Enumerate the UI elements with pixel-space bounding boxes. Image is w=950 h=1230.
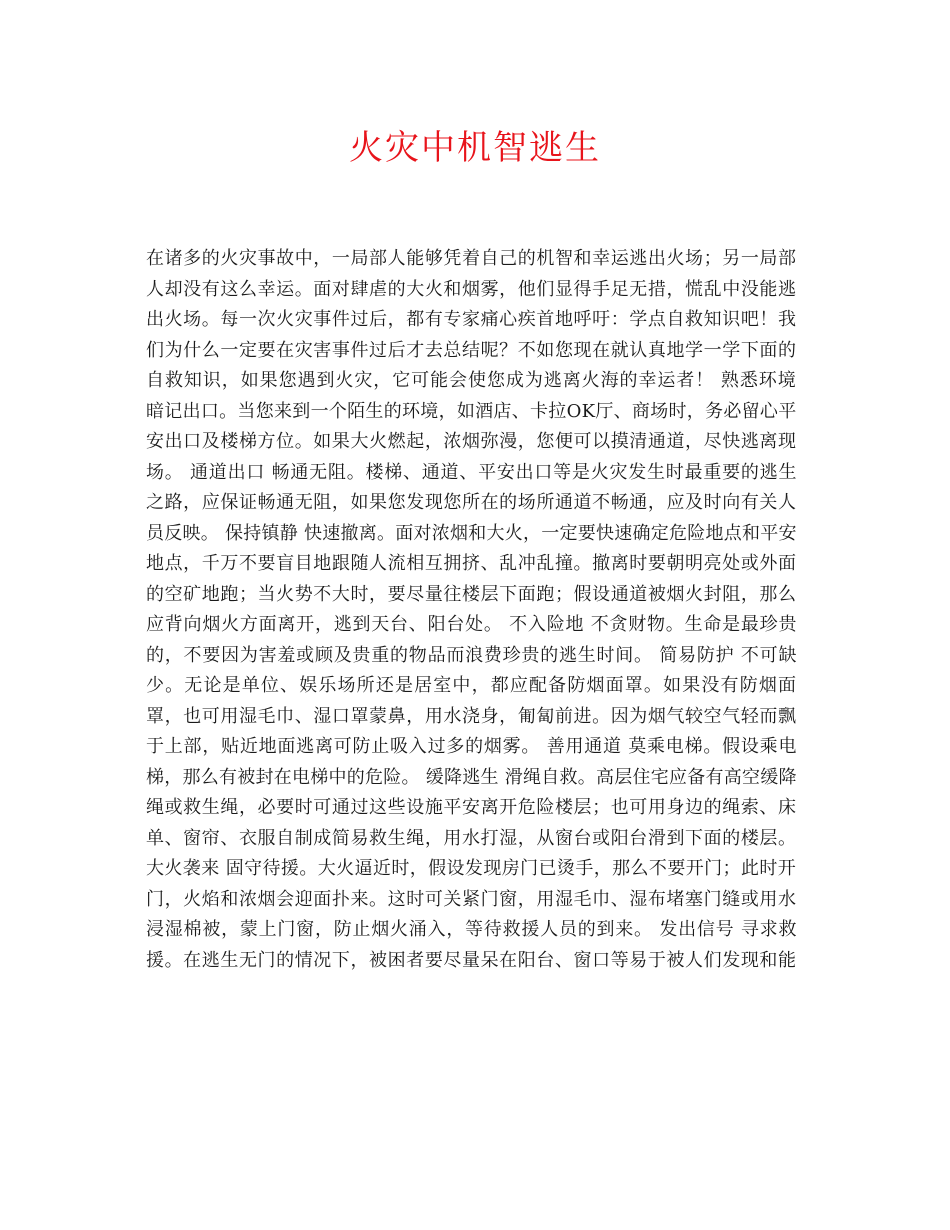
document-page: 火灾中机智逃生 在诸多的火灾事故中，一局部人能够凭着自己的机智和幸运逃出火场；另一局部 人却没有这么幸运。面对肆虐的大火和烟雾，他们显得手足无措，慌乱中没能逃 出火场。每一次火灾事件过后，都有专家痛心疾首地呼吁：学点自救知识吧！我 们为什么一定要在灾害事件过后才去总结呢？不如您现在就认真地学一学下面的 自救知识，如果您遇到火灾，它可能会使您成为逃离火海的幸运者！ 熟悉环境 暗记出口。当您来到一个陌生的环境，如酒店、卡拉OK厅、商场时，务必留心平 安出口及楼梯方位。如果大火燃起，浓烟弥漫，您便可以摸清通道，尽快逃离现 场。 通道出口 畅通无阻。楼梯、通道、平安出口等是火灾发生时最重要的逃生 之路，应保证畅通无阻，如果您发现您所在的场所通道不畅通，应及时向有关人 员反映。 保持镇静 快速撤离。面对浓烟和大火，一定要快速确定危险地点和平安 地点，千万不要盲目地跟随人流相互拥挤、乱冲乱撞。撤离时要朝明亮处或外面 的空矿地跑；当火势不大时，要尽量往楼层下面跑；假设通道被烟火封阻，那么 应背向烟火方面离开，逃到天台、阳台处。 不入险地 不贪财物。生命是最珍贵 的，不要因为害羞或顾及贵重的物品而浪费珍贵的逃生时间。 简易防护 不可缺 少。无论是单位、娱乐场所还是居室中，都应配备防烟面罩。如果没有防烟面 罩，也可用湿毛巾、湿口罩蒙鼻，用水浇身，匍匐前进。因为烟气较空气轻而飘 于上部，贴近地面逃离可防止吸入过多的烟雾。 善用通道 莫乘电梯。假设乘电 梯，那么有被封在电梯中的危险。 缓降逃生 滑绳自救。高层住宅应备有高空缓降 绳或救生绳，必要时可通过这些设施平安离开危险楼层；也可用身边的绳索、床 单、窗帘、衣服自制成简易救生绳，用水打湿，从窗台或阳台滑到下面的楼层。 大火袭来 固守待援。大火逼近时，假设发现房门已烫手，那么不要开门；此时开 门，火焰和浓烟会迎面扑来。这时可关紧门窗，用湿毛巾、湿布堵塞门缝或用水 浸湿棉被，蒙上门窗，防止烟火涌入，等待救援人员的到来。 发出信号 寻求救 援。在逃生无门的情况下，被困者要尽量呆在阳台、窗口等易于被人们发现和能 <box>0 0 950 1230</box>
page-title: 火灾中机智逃生 <box>349 128 601 168</box>
